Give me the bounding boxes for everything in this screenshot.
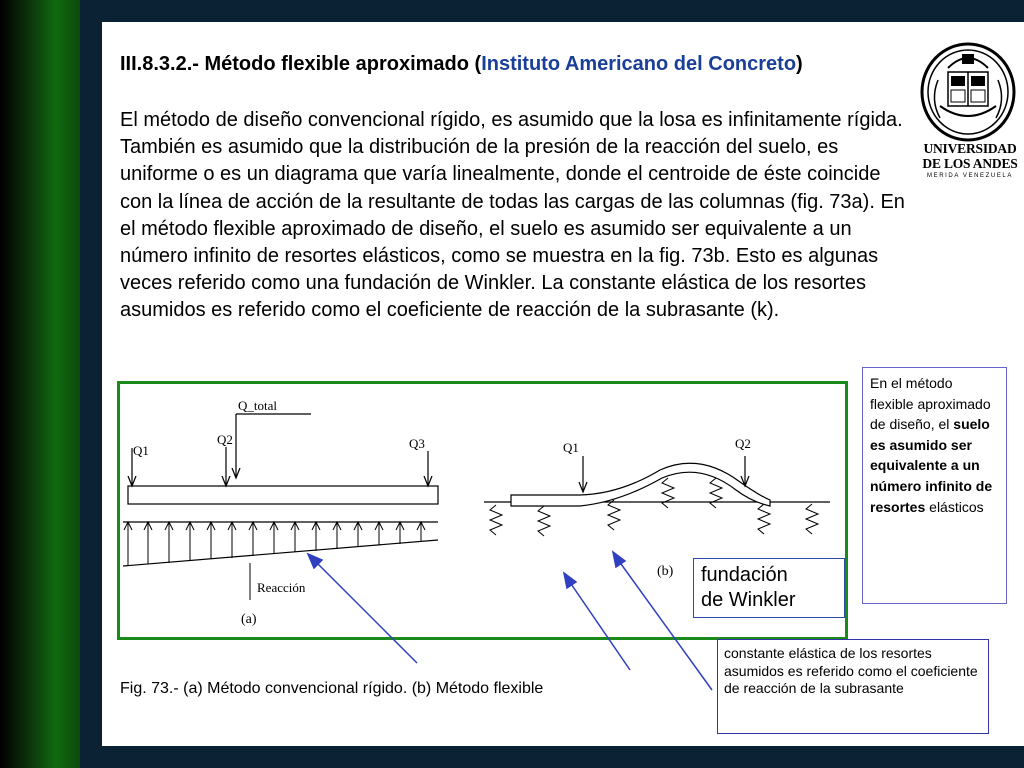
pointer-arrows: [308, 552, 712, 690]
winkler-line2: de Winkler: [701, 589, 796, 611]
winkler-line1: fundación: [701, 564, 788, 586]
rigid-method-diagram: [123, 414, 438, 600]
logo-name-line2: DE LOS ANDES: [922, 156, 1018, 171]
label-q-total: Q_total: [238, 398, 277, 413]
label-q1-rigid: Q1: [133, 443, 149, 458]
label-q1-flexible: Q1: [563, 440, 579, 455]
callout-text-part2: elásticos: [925, 498, 984, 515]
logo-name-line1: UNIVERSIDAD: [923, 141, 1017, 156]
title-highlight: Instituto Americano del Concreto: [481, 53, 797, 75]
label-q2-flexible: Q2: [735, 436, 751, 451]
label-fig-a: (a): [241, 612, 257, 627]
callout-text-bold: suelo es asumido ser equivalente a un número infinito de resortes: [870, 416, 993, 515]
label-reaccion: Reacción: [257, 580, 306, 595]
flexible-method-callout: [862, 367, 1007, 604]
callout-text-part1: En el método flexible aproximado de diseño, el: [870, 375, 991, 433]
spring-constant-callout: constante elástica de los resortes asumidos es referido como el coeficiente de reacción de la subrasante: [717, 639, 989, 734]
body-paragraph: El método de diseño convencional rígido, es asumido que la losa es infinitamente rígida. También es asumido que la distribución de la presión de la reacción del suelo, es uniforme o es un diagrama que varía linealmente, donde el centroide de éste coincide con la línea de acción de la resultante de todas las cargas de las columnas (fig. 73a). En el método flexible aproximado de diseño, el suelo es asumido ser equivalente a un número infinito de resortes elásticos, como se muestra en la fig. 73b. Esto es algunas veces referido como una fundación de Winkler. La constante elástica de los resortes asumidos es referido como el coeficiente de reacción de la subrasante (k).: [120, 109, 905, 322]
label-q2-rigid: Q2: [217, 432, 233, 447]
figure-caption: Fig. 73.- (a) Método convencional rígido. (b) Método flexible: [120, 680, 544, 697]
label-q3-rigid: Q3: [409, 436, 425, 451]
logo-subtitle: MERIDA VENEZUELA: [927, 173, 1013, 179]
title-prefix: III.8.3.2.- Método flexible aproximado (: [120, 53, 482, 75]
winkler-label-box: [693, 558, 845, 618]
title-suffix: ): [796, 53, 803, 75]
label-fig-b: (b): [657, 564, 674, 579]
flexible-method-diagram: [484, 456, 830, 536]
